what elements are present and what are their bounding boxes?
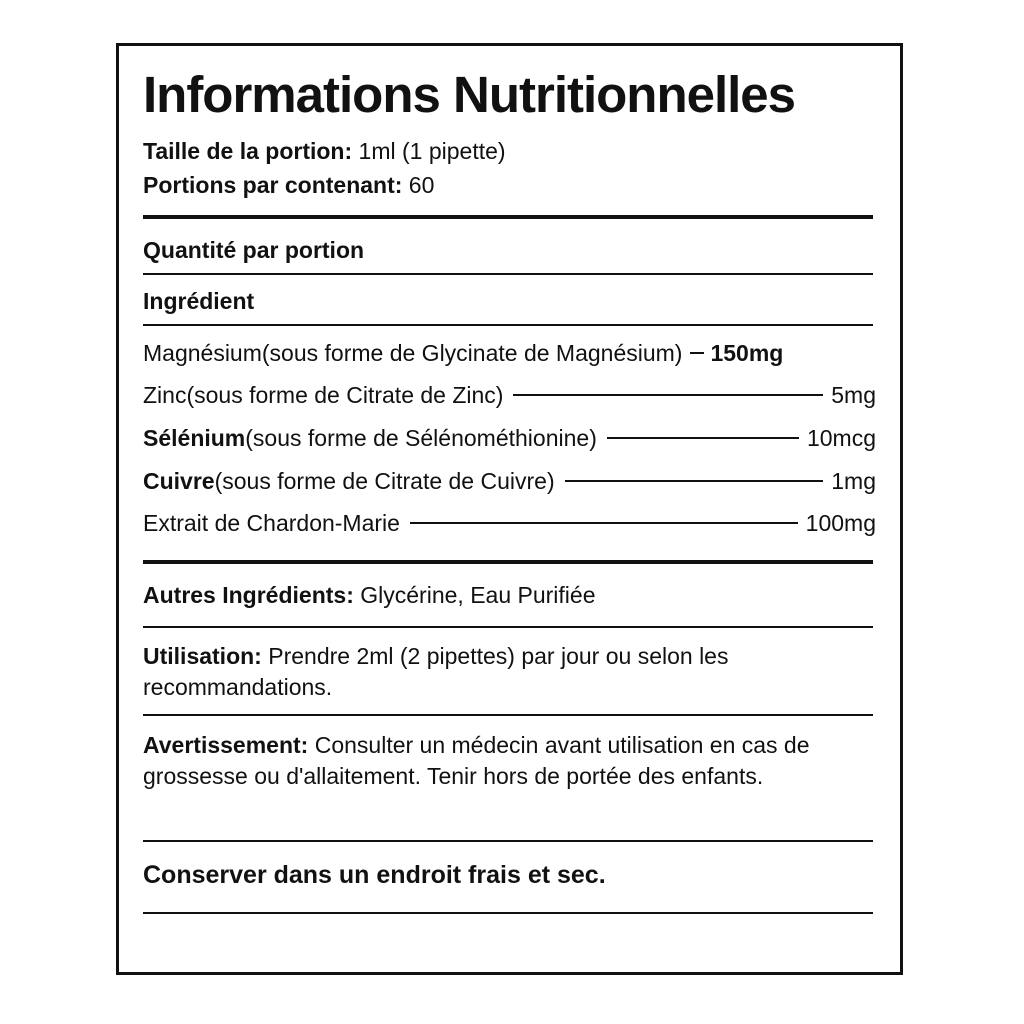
divider (143, 840, 873, 842)
serving-size (143, 136, 506, 166)
warning (143, 730, 863, 792)
servings-per-container (143, 170, 434, 200)
ingredient-amount: 1mg (831, 467, 876, 494)
warning-label: Avertissement: (143, 732, 309, 758)
leader-line (607, 437, 799, 439)
ingredient-name: Cuivre (143, 467, 215, 494)
serving-size-value: 1ml (1 pipette) (352, 138, 506, 164)
divider (143, 273, 873, 275)
leader-line (410, 522, 798, 524)
leader-line (565, 480, 824, 482)
warning-value: Consulter un médecin avant utilisation en cas de grossesse ou d'allaitement. Tenir hors de portée des enfants. (143, 732, 810, 789)
usage-value: Prendre 2ml (2 pipettes) par jour ou selon les recommandations. (143, 643, 729, 700)
ingredient-detail: (sous forme de Sélénométhionine) (245, 424, 597, 451)
ingredient-detail: (sous forme de Citrate de Cuivre) (214, 467, 555, 494)
other-ingredients (143, 580, 596, 610)
leader-line (513, 394, 823, 396)
servings-per-container-label: Portions par contenant: (143, 172, 403, 198)
divider (143, 324, 873, 326)
ingredient-amount: 150mg (710, 339, 784, 366)
ingredient-amount: 100mg (805, 509, 876, 536)
ingredient-detail: (sous forme de Citrate de Zinc) (186, 381, 504, 408)
divider (143, 626, 873, 628)
ingredient-name: Extrait de Chardon-Marie (143, 509, 400, 536)
ingredient-amount: 10mcg (806, 424, 876, 451)
usage-label: Utilisation: (143, 643, 262, 669)
ingredient-row-magnesium (143, 338, 876, 368)
ingredient-row-selenium (143, 423, 876, 453)
divider-thick (143, 560, 873, 564)
serving-size-label: Taille de la portion: (143, 138, 353, 164)
divider (143, 912, 873, 914)
other-ingredients-label: Autres Ingrédients: (143, 582, 354, 608)
ingredient-row-milk-thistle (143, 508, 876, 538)
divider (143, 714, 873, 716)
amount-per-serving-heading: Quantité par portion (143, 237, 365, 263)
ingredient-row-copper (143, 466, 876, 496)
usage (143, 641, 823, 703)
ingredient-detail: (sous forme de Glycinate de Magnésium) (261, 339, 683, 366)
storage-instructions: Conserver dans un endroit frais et sec. (143, 861, 606, 889)
ingredient-name: Zinc (143, 381, 187, 408)
ingredient-amount: 5mg (831, 381, 876, 408)
ingredient-name: Sélénium (143, 424, 246, 451)
ingredient-heading: Ingrédient (143, 288, 255, 314)
ingredient-name: Magnésium (143, 339, 262, 366)
servings-per-container-value: 60 (402, 172, 435, 198)
other-ingredients-value: Glycérine, Eau Purifiée (353, 582, 596, 608)
ingredient-row-zinc (143, 380, 876, 410)
leader-line (690, 352, 704, 354)
label-title: Informations Nutritionnelles (143, 66, 796, 123)
divider-thick (143, 215, 873, 219)
